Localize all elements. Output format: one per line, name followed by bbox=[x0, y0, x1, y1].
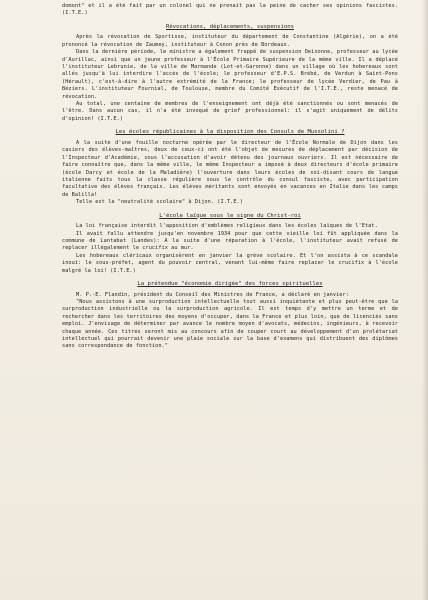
paragraph: Il avait fallu attendre jusqu'en novembre 1934 pour que cette vieille loi fût appliquée dans la commune de Lantabat (Landes): A la suite d'une réparation à l'école, l'instituteur avait refusé de replacer illégalement le crucifix au mur. bbox=[62, 230, 402, 252]
section-heading-ecole-laique: L'école laïque sous le signe du Christ-roi bbox=[159, 212, 301, 219]
section-heading-economie-dirigee: La prétendue "économie dirigée" des forces spirituelles bbox=[137, 280, 323, 287]
paragraph: Les hobereaux cléricaux organisèrent en janvier la grève scolaire. Et l'on assista à ce scandale inouï: le sous-préfet, agent du pouvoir central, venant lui-même faire replacer le crucifix à l'école malgré la loi! (I.T.E.) bbox=[62, 252, 402, 274]
paragraph: Dans la dernière période, le ministre a également frappé de suspension Deixonne, professeur au lycée d'Aurillac, ainsi que un jeune professeur à l'École Primaire Supérieure de la même ville. Il a déplacé l'instituteur Lebrunie, de la ville de Marmande (Lot-et-Garonne) dans un village où les hobereaux sont allés jusqu'à lui interdire l'accès de l'école; le professeur d'E.P.S. Brébé, de Verdun à Saint-Pons (Hérault), c'est-à-dire à l'autre extrémité de la France; le professeur de lycée Verdier, de Pau à Béziers. L'instituteur Fournial, de Toulouse, membre du Comité Exécutif de l'I.T.E., reste menacé de révocation. bbox=[62, 49, 402, 100]
paragraph: A la suite d'une fouille nocturne opérée par le directeur de l'École Normale de Dijon dans les casiers des élèves-maîtres, deux de ceux-ci ont été l'objet de mesures de déplacement par décision de l'Inspecteur d'Académie, sous l'accusation d'avoir détenu des journaux ouvriers. Il est nécessaire de faire connaître que, dans la même ville, le même Inspecteur a imposé à deux directeurs d'école primaire (école Darcy et école de la Maladière) l'ouverture dans leurs écoles de soi-disant cours de langue italienne faits tous la classe régulière sous le contrôle du consul fasciste, avec participation facultative des élèves français. Les élèves méritants sont envoyés en vacances en Italie dans les camps de Balilla! bbox=[62, 139, 402, 198]
intro-fragment: domont" et il a été fait par un colonel qui ne prenait pas la peine de cacher ses opinions fascistes. (I.T.E.) bbox=[62, 3, 402, 17]
paragraph: Telle est la "neutralité scolaire" à Dijon. (I.T.E.) bbox=[76, 199, 243, 206]
section-heading-ecoles-republicaines: Les écoles républicaines à la disposition des Consuls de Mussolini ? bbox=[115, 129, 345, 136]
paragraph: La loi française interdit l'apposition d'emblèmes religieux dans les écoles laïques de l'Etat. bbox=[76, 223, 378, 230]
paragraph: Après la révocation de Sportisse, instituteur du département de Constantine (Algérie), on a été prononcé la révocation de Zaumey, instituteur à Conon près de Bordeaux. bbox=[62, 34, 402, 48]
paragraph: "Nous assistons à une surproduction intellectuelle tout aussi inquiétante et plus peut-être que la surproduction industrielle ou la surproduction agricole. Il est temps d'y mettre un terme et de rechercher dans les territoires des moyens d'occuper, dans la France et plus loin, que de licenciés sans emploi. J'envisage de déterminer par avance le nombre moyen d'avocats, médecins, ingénieurs, à recevoir chaque année. Ces titres seront mis au concours afin de couper court au développement d'un prolétariat intellectuel qui pourrait devenir une plaie sociale sur la base d'examens qui distribuent des diplômes sans correspondance de fonction." bbox=[62, 298, 402, 350]
page-edge-shadow bbox=[422, 0, 428, 600]
paragraph: Au total, une centaine de membres de l'enseignement ont déjà été sanctionnés ou sont menacés de l'être. Dans aucun cas, il n'a été invoqué de grief professionnel: il s'agit uniquement de délits d'opinion! (I.T.E.) bbox=[62, 101, 402, 122]
section-heading-revocations: Révocations, déplacements, suspensions bbox=[166, 23, 294, 30]
paragraph: M. P.-E. Flandin, président du Conseil des Ministres de France, a déclaré en janvier: bbox=[76, 291, 349, 298]
